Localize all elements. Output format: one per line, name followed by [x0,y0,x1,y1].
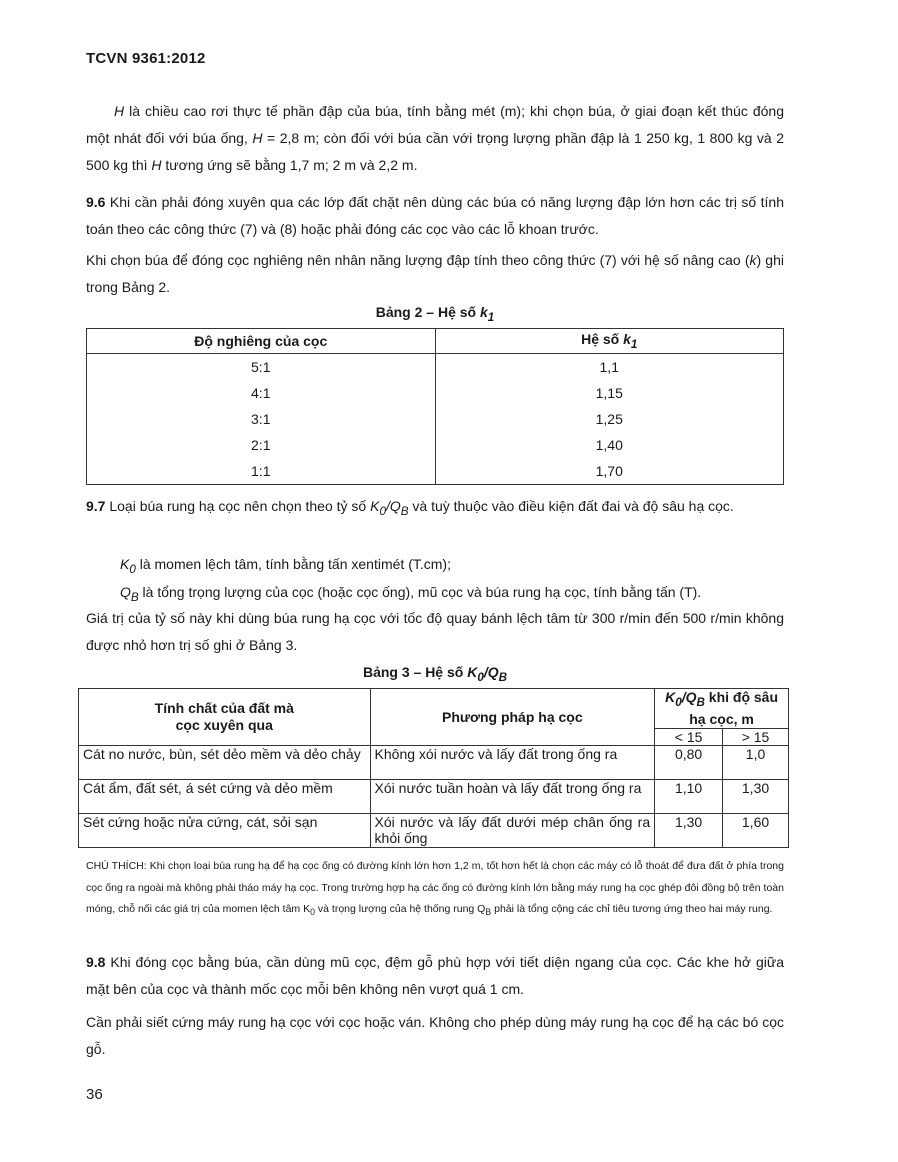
table-row [87,406,784,432]
cell-slope: 5:1 [87,354,436,381]
paragraph-9-8 [86,949,784,1003]
table-row [87,458,784,485]
cell-soil: Sét cứng hoặc nửa cứng, cát, sỏi sạn [79,813,371,847]
col-header-method: Phương pháp hạ cọc [370,689,655,746]
var-k0: K [120,556,130,572]
subscript: B [498,670,508,684]
table2-caption [86,304,784,324]
subscript: 0 [477,670,484,684]
text: là momen lệch tâm, tính bằng tấn xentimét (T.cm); [135,556,451,572]
caption-text: Bảng 3 – Hệ số [362,664,468,680]
table-row [87,432,784,458]
table-row [79,745,789,779]
subscript: B [400,504,409,518]
cell-method: Xói nước tuần hoàn và lấy đất trong ống ra [370,779,655,813]
text: Loại búa rung hạ cọc nên chọn theo tỷ số [105,498,371,514]
cell-gt15: 1,30 [723,779,789,813]
cell-k1: 1,25 [435,406,783,432]
cell-method: Xói nước và lấy đất dưới mép chân ống ra khỏi ống [370,813,655,847]
var-qb: Q [487,664,499,680]
text: và trọng lượng của hệ thống rung Q [314,903,486,915]
text: là tổng trọng lượng của cọc (hoặc cọc ống), mũ cọc và búa rung hạ cọc, tính bằng tấn (T). [138,584,702,600]
var-k: k [623,331,631,348]
var-k: k [749,252,757,268]
cell-k1: 1,70 [435,458,783,485]
cell-slope: 3:1 [87,406,436,432]
var-h: H [252,130,263,146]
var-qb: Q [685,689,697,705]
clause-number: 9.6 [86,194,106,210]
clause-text: Khi cần phải đóng xuyên qua các lớp đất chặt nên dùng các búa có năng lượng đập lớn hơn các trị số tính toán theo các công thức (7) và (8) hoặc phải đóng các cọc vào các lỗ khoan trước. [86,194,784,237]
var-k0: K [665,689,676,705]
var-qb: Q [389,498,401,514]
paragraph-ratio-value [86,605,784,659]
subscript: B [485,907,492,918]
cell-slope: 4:1 [87,380,436,406]
subscript: 0 [675,695,682,709]
cell-method: Không xói nước và lấy đất trong ống ra [370,745,655,779]
clause-number: 9.7 [86,498,106,514]
text: và tuỳ thuộc vào điều kiện đất đai và độ sâu hạ cọc. [408,498,734,514]
document-header: TCVN 9361:2012 [86,50,206,67]
table3-caption [86,664,784,684]
subscript: 1 [487,310,495,324]
cell-lt15: 1,10 [655,779,723,813]
col-header-lt15: < 15 [655,728,723,745]
table-row [79,779,789,813]
text: = 2,8 m; còn đối với búa cần với trọng lượng phần đập là 1 250 kg, 1 800 kg và 2 500 kg thì [86,130,784,173]
paragraph-9-7 [86,493,784,525]
table3-note [86,856,784,924]
text: Cần phải siết cứng máy rung hạ cọc với cọc hoặc ván. Không cho phép dùng máy rung hạ cọc để hạ các bó cọc gỗ. [86,1014,784,1057]
subscript: 0 [129,562,136,576]
cell-k1: 1,1 [435,354,783,381]
subscript: 0 [310,907,315,918]
subscript: B [130,590,139,604]
slash: / [483,664,488,680]
table-row [79,813,789,847]
text: CHÚ THÍCH: Khi chọn loại búa rung hạ để hạ cọc ống có đường kính lớn hơn 1,2 m, tốt hơn hết là chọn các máy có lỗ thoát để đưa đất ở phía trong cọc ống ra ngoài mà không phải tháo máy hạ cọc. Trong trường hợp hạ các ống có đường kính lớn bằng máy rung hạ cọc ghép đôi đồng bộ trên toàn móng, chỗ nối các giá trị của momen lệch tâm K [86,860,784,915]
slash: / [385,498,390,514]
clause-text: Khi đóng cọc bằng búa, cần dùng mũ cọc, đệm gỗ phù hợp với tiết diện ngang của cọc. Các khe hở giữa mặt bên của cọc và thành mốc cọc mỗi bên không nên vượt quá 1 cm. [86,954,784,997]
clause-number: 9.8 [86,954,106,970]
col-header-k1 [435,329,783,354]
paragraph-9-6 [86,189,784,243]
subscript: 1 [630,337,638,351]
text: Hệ số [581,331,624,348]
slash: / [681,689,686,705]
cell-soil: Cát ẩm, đất sét, á sét cứng và dẻo mềm [79,779,371,813]
cell-slope: 2:1 [87,432,436,458]
col-header-ratio [655,689,789,729]
subscript: B [696,695,705,709]
text: tương ứng sẽ bằng 1,7 m; 2 m và 2,2 m. [161,157,418,173]
cell-lt15: 1,30 [655,813,723,847]
var-h: H [114,103,125,119]
table-coefficient-k0-qb [78,688,789,848]
var-qb: Q [120,584,131,600]
col-header-slope: Độ nghiêng của cọc [87,329,436,354]
table-row [87,380,784,406]
text: là chiều cao rơi thực tế phần đập của búa, tính bằng mét (m); khi chọn búa, ở giai đoạn kết thúc đóng một nhát đối với búa ống, [86,103,784,146]
var-k0: K [467,664,478,680]
subscript: 0 [379,504,386,518]
cell-gt15: 1,0 [723,745,789,779]
col-header-soil: Tính chất của đất mà cọc xuyên qua [79,689,371,746]
col-header-gt15: > 15 [723,728,789,745]
table-row [87,354,784,381]
text: phải là tổng cộng các chỉ tiêu tương ứng theo hai máy rung. [491,903,773,915]
cell-k1: 1,40 [435,432,783,458]
text: Khi chọn búa để đóng cọc nghiêng nên nhân năng lượng đập tính theo công thức (7) với hệ số nâng cao ( [86,252,750,268]
var-h: H [151,157,162,173]
caption-text: Bảng 2 – Hệ số [375,304,480,320]
text: khi độ sâu hạ cọc, m [689,689,779,727]
text: Giá trị của tỷ số này khi dùng búa rung hạ cọc với tốc độ quay bánh lệch tâm từ 300 r/min đến 500 r/min không được nhỏ hơn trị số ghi ở Bảng 3. [86,610,784,653]
cell-k1: 1,15 [435,380,783,406]
cell-slope: 1:1 [87,458,436,485]
cell-soil: Cát no nước, bùn, sét dẻo mềm và dẻo chảy [79,745,371,779]
page-number: 36 [86,1086,103,1103]
table-coefficient-k1 [86,328,784,485]
text: ) ghi trong Bảng 2. [86,252,784,295]
cell-lt15: 0,80 [655,745,723,779]
paragraph-9-8-vibrator [86,1009,784,1063]
cell-gt15: 1,60 [723,813,789,847]
var-k: k [479,304,488,320]
var-k0: K [370,498,380,514]
paragraph-9-6-inclined [86,247,784,301]
paragraph-h-definition [86,98,784,179]
